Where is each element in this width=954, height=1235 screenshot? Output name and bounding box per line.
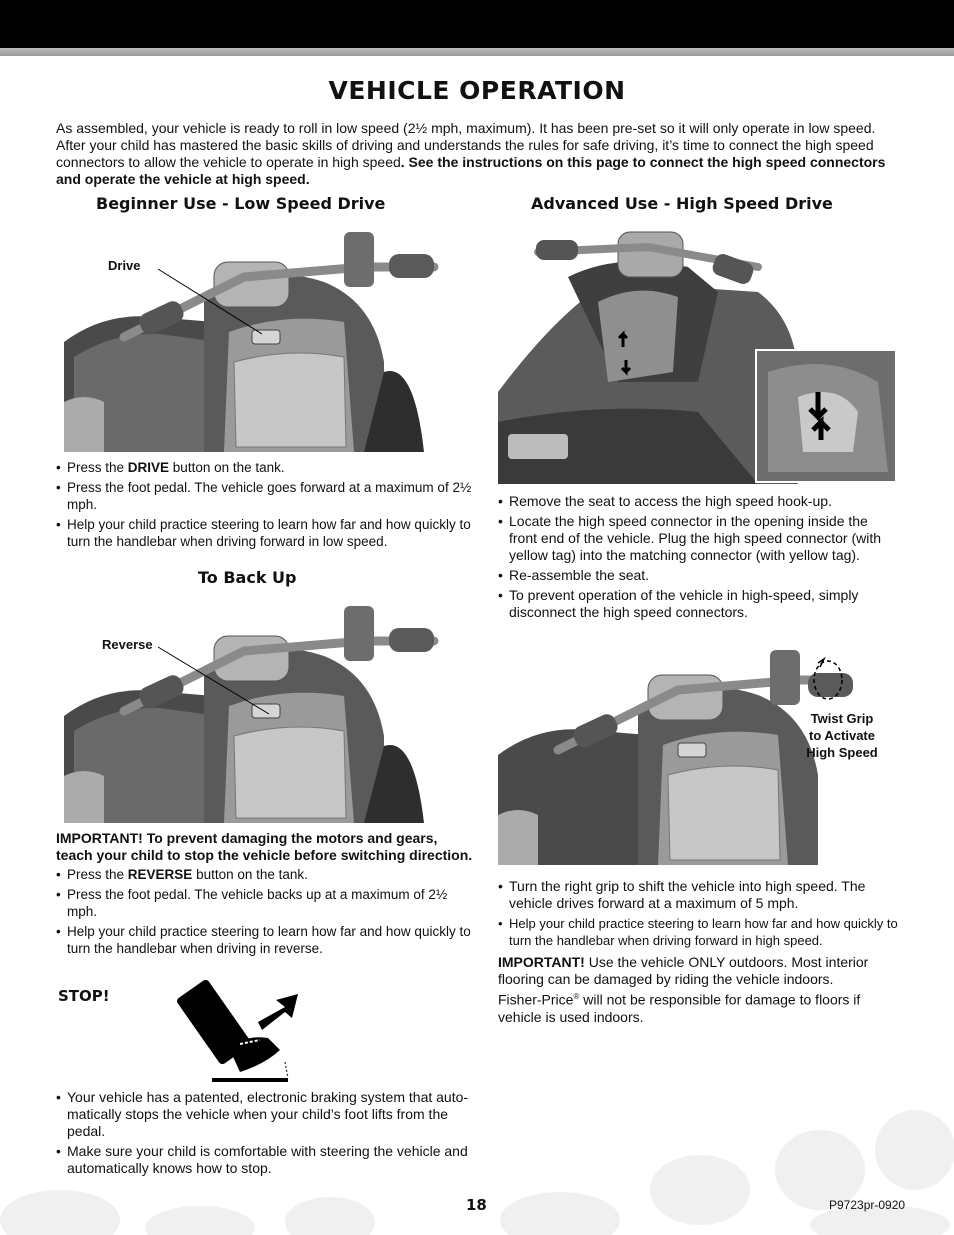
list-item: • Help your child practice steering to learn how far and how quickly to turn the handlebar when driving in reverse. [56, 923, 476, 957]
drive-callout: Drive [108, 258, 141, 273]
list-item: • Your vehicle has a patented, electronic braking system that auto-matically stops the vehicle when your child’s foot lifts from the pedal. [56, 1089, 476, 1140]
list-item: • Turn the right grip to shift the vehicle into high speed. The vehicle drives forward at a maximum of 5 mph. [498, 878, 898, 912]
list-item: • To prevent operation of the vehicle in high-speed, simply disconnect the high speed connectors. [498, 587, 898, 621]
advanced-bullets [498, 493, 898, 624]
header-bar [0, 0, 954, 48]
list-item: • Help your child practice steering to learn how far and how quickly to turn the handlebar when driving forward in high speed. [498, 915, 898, 949]
backup-heading: To Back Up [198, 568, 297, 587]
advanced-heading: Advanced Use - High Speed Drive [531, 194, 833, 213]
foot-pedal-icon [170, 972, 305, 1087]
high-speed-bullets [498, 878, 898, 952]
beginner-heading: Beginner Use - Low Speed Drive [96, 194, 386, 213]
backup-bullets [56, 866, 476, 960]
list-item: • Re-assemble the seat. [498, 567, 898, 584]
list-item: • Press the foot pedal. The vehicle goes forward at a maximum of 2½ mph. [56, 479, 476, 513]
backup-important: IMPORTANT! To prevent damaging the motors and gears, teach your child to stop the vehicle before switching direction. [56, 830, 473, 863]
document-code: P9723pr-0920 [829, 1198, 906, 1212]
high-speed-connector-illustration [498, 222, 898, 484]
reverse-button-illustration [64, 598, 444, 823]
stop-label: STOP! [58, 987, 110, 1005]
indoor-warning: IMPORTANT! Use the vehicle ONLY outdoors. Most interior flooring can be damaged by riding the vehicle indoors. Fisher-Price® will not be responsible for damage to floors if vehicle is used indoors. [498, 954, 869, 1025]
intro-text: As assembled, your vehicle is ready to roll in low speed (2½ mph, maximum). It has been pre-set so it will only operate in low speed. After your child has mastered the basic skills of driving and understands the rules for safe driving, it’s time to connect the high speed connectors to allow the vehicle to operate in high speed [56, 120, 876, 170]
list-item: • Locate the high speed connector in the opening inside the front end of the vehicle. Plug the high speed connector (with yellow tag) into the matching connector (with yellow tag). [498, 513, 898, 564]
beginner-bullets [56, 459, 476, 553]
list-item: • Press the foot pedal. The vehicle backs up at a maximum of 2½ mph. [56, 886, 476, 920]
twist-grip-callout: Twist Grip to Activate High Speed [806, 711, 878, 760]
intro-bold-text: . See the instructions on this page to connect the high speed connectors and operate the vehicle at high speed. [56, 154, 886, 187]
intro-paragraph [56, 120, 901, 188]
list-item: • Press the REVERSE button on the tank. [56, 866, 476, 883]
background-decoration [0, 1110, 954, 1235]
list-item: • Help your child practice steering to learn how far and how quickly to turn the handlebar when driving forward in low speed. [56, 516, 476, 550]
page-title: VEHICLE OPERATION [328, 76, 626, 105]
list-item: • Press the DRIVE button on the tank. [56, 459, 476, 476]
list-item: • Remove the seat to access the high speed hook-up. [498, 493, 898, 510]
page-number: 18 [466, 1196, 487, 1214]
reverse-callout: Reverse [102, 637, 153, 652]
header-rule [0, 48, 954, 56]
list-item: • Make sure your child is comfortable with steering the vehicle and automatically knows how to stop. [56, 1143, 476, 1177]
